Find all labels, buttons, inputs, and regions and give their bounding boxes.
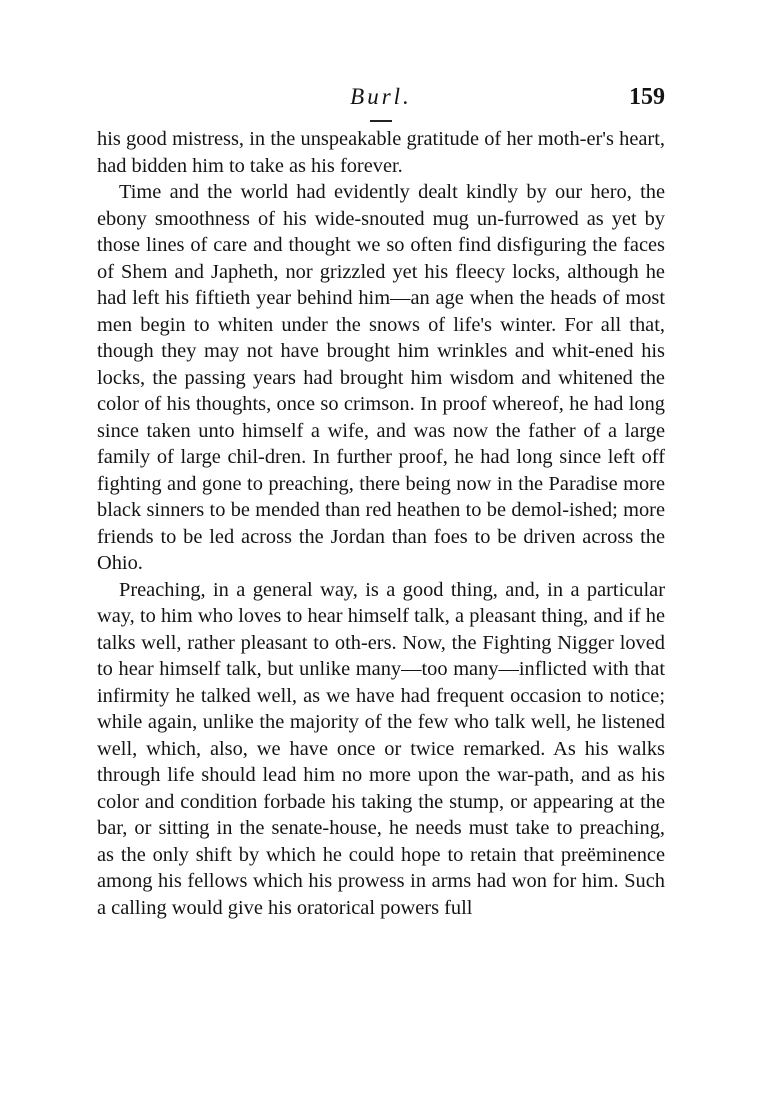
paragraph-1: his good mistress, in the unspeakable gratitude of her moth-er's heart, had bidden him to take as his forever. [97, 128, 665, 177]
body-text [97, 126, 665, 921]
running-title: Burl. [350, 84, 412, 109]
running-head [97, 84, 665, 120]
page-number: 159 [629, 84, 665, 110]
title-rule [370, 120, 392, 122]
paragraph-3: Preaching, in a general way, is a good thing, and, in a particular way, to him who loves to hear himself talk, a pleasant thing, and if he talks well, rather pleasant to oth-ers. Now, the Fighting Nigger loved to hear himself talk, but unlike many—too many—inflicted with that infirmity he talked well, as we have had frequent occasion to notice; while again, unlike the majority of the few who talk well, he listened well, which, also, we have once or twice remarked. As his walks through life should lead him no more upon the war-path, and as his color and condition forbade his taking the stump, or appearing at the bar, or sitting in the senate-house, he needs must take to preaching, as the only shift by which he could hope to retain that preëminence among his fellows which his prowess in arms had won for him. Such a calling would give his oratorical powers full [97, 578, 665, 919]
paragraph-2: Time and the world had evidently dealt kindly by our hero, the ebony smoothness of his wide-snouted mug un-furrowed as yet by those lines of care and thought we so often find disfiguring the faces of Shem and Japheth, nor grizzled yet his fleecy locks, although he had left his fiftieth year behind him—an age when the heads of most men begin to whiten under the snows of life's winter. For all that, though they may not have brought him wrinkles and whit-ened his locks, the passing years had brought him wisdom and whitened the color of his thoughts, once so crimson. In proof whereof, he had long since taken unto himself a wife, and was now the father of a large family of large chil-dren. In further proof, he had long since left off fighting and gone to preaching, there being now in the Paradise more black sinners to be mended than red heathen to be demol-ished; more friends to be led across the Jordan than foes to be driven across the Ohio. [97, 181, 665, 574]
